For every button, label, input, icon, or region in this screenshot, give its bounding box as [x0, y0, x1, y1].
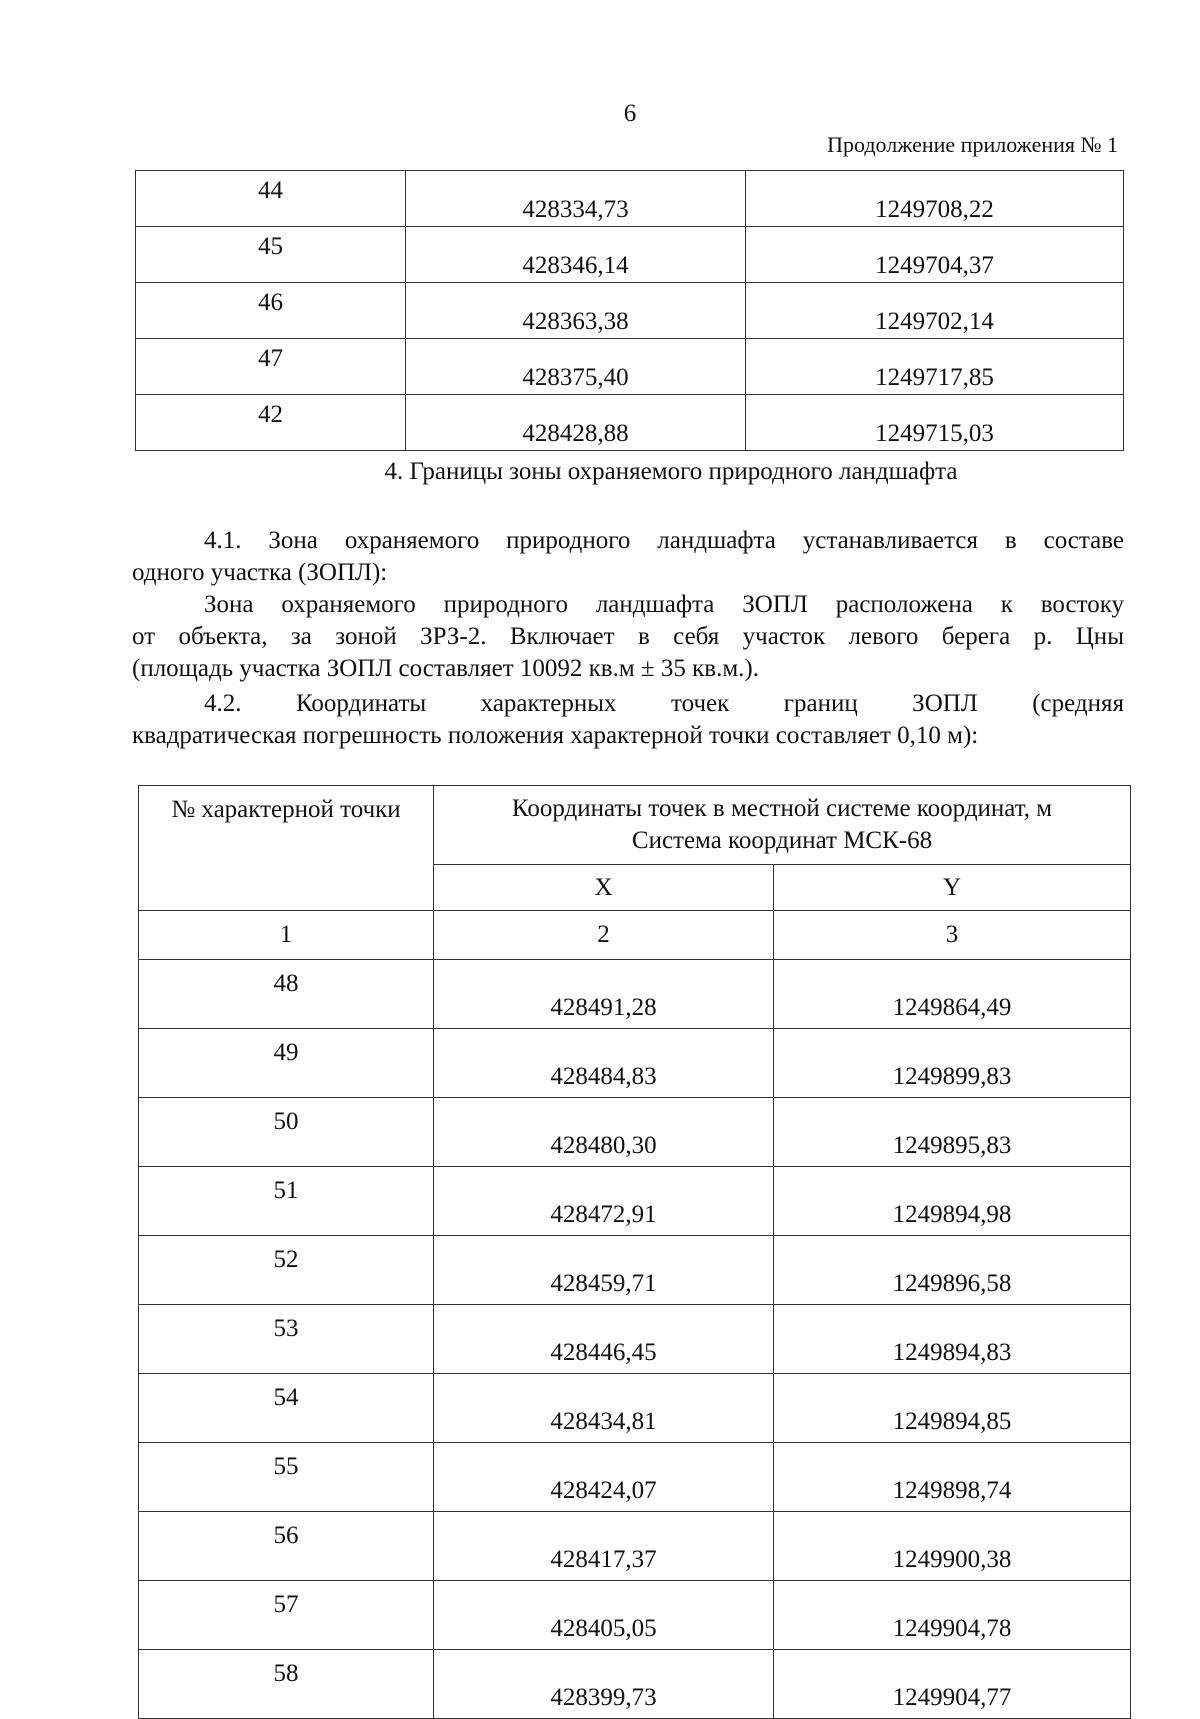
- paragraph-zopl-line-1: Зона охраняемого природного ландшафта ЗОПЛ расположена к востоку: [204, 591, 1124, 618]
- y-coordinate-cell: 1249717,85: [746, 339, 1124, 395]
- y-coordinate-cell: 1249894,85: [774, 1374, 1131, 1443]
- y-coordinate-cell: 1249904,77: [774, 1650, 1131, 1719]
- point-number-cell: 53: [139, 1305, 434, 1374]
- x-coordinate-cell: 428459,71: [434, 1236, 774, 1305]
- coordinates-table-body: [136, 171, 1124, 451]
- x-coordinate-cell: 428434,81: [434, 1374, 774, 1443]
- x-coordinate-cell: 428375,40: [406, 339, 746, 395]
- table-header: [139, 786, 1131, 960]
- x-coordinate-cell: 428363,38: [406, 283, 746, 339]
- table-row: [139, 1374, 1131, 1443]
- x-coordinate-cell: 428484,83: [434, 1029, 774, 1098]
- x-coordinate-cell: 428472,91: [434, 1167, 774, 1236]
- y-coordinate-cell: 1249894,98: [774, 1167, 1131, 1236]
- table-row: [139, 1098, 1131, 1167]
- y-coordinate-cell: 1249704,37: [746, 227, 1124, 283]
- paragraph-4-1-line-2: одного участка (ЗОПЛ):: [132, 559, 388, 586]
- y-coordinate-cell: 1249702,14: [746, 283, 1124, 339]
- x-coordinate-cell: 428399,73: [434, 1650, 774, 1719]
- paragraph-4-2-line-1: 4.2. Координаты характерных точек границ ЗОПЛ (средняя: [204, 690, 1124, 717]
- y-coordinate-cell: 1249895,83: [774, 1098, 1131, 1167]
- coordinates-table-continued: [135, 170, 1124, 451]
- paragraph-4-1-line-1: 4.1. Зона охраняемого природного ландшафта устанавливается в составе: [204, 527, 1124, 554]
- x-coordinate-cell: 428417,37: [434, 1512, 774, 1581]
- point-number-cell: 42: [136, 395, 406, 451]
- y-coordinate-cell: 1249898,74: [774, 1443, 1131, 1512]
- x-coordinate-cell: 428405,05: [434, 1581, 774, 1650]
- table-row: [139, 1305, 1131, 1374]
- table-row: [139, 1029, 1131, 1098]
- point-number-cell: 48: [139, 960, 434, 1029]
- y-coordinate-cell: 1249899,83: [774, 1029, 1131, 1098]
- section-heading: 4. Границы зоны охраняемого природного ландшафта: [384, 458, 958, 485]
- y-coordinate-cell: 1249904,78: [774, 1581, 1131, 1650]
- point-number-cell: 44: [136, 171, 406, 227]
- paragraph-zopl-line-3: (площадь участка ЗОПЛ составляет 10092 кв.м ± 35 кв.м.).: [132, 655, 759, 682]
- table-row: [139, 1512, 1131, 1581]
- point-number-cell: 57: [139, 1581, 434, 1650]
- y-coordinate-cell: 1249715,03: [746, 395, 1124, 451]
- point-number-cell: 49: [139, 1029, 434, 1098]
- point-number-cell: 58: [139, 1650, 434, 1719]
- y-coordinate-cell: 1249708,22: [746, 171, 1124, 227]
- y-coordinate-cell: 1249864,49: [774, 960, 1131, 1029]
- table-row: [139, 1650, 1131, 1719]
- header-coordinates-line-1: Координаты точек в местной системе координат, м: [511, 795, 1053, 822]
- point-number-cell: 47: [136, 339, 406, 395]
- header-x: X: [434, 865, 774, 911]
- x-coordinate-cell: 428491,28: [434, 960, 774, 1029]
- appendix-label: Продолжение приложения № 1: [827, 132, 1118, 157]
- point-number-cell: 54: [139, 1374, 434, 1443]
- table-row: [136, 339, 1124, 395]
- table-body: [139, 960, 1131, 1719]
- table-row: [139, 1236, 1131, 1305]
- y-coordinate-cell: 1249900,38: [774, 1512, 1131, 1581]
- table-row: [139, 1443, 1131, 1512]
- point-number-cell: 50: [139, 1098, 434, 1167]
- paragraph-4-2-line-2: квадратическая погрешность положения характерной точки составляет 0,10 м):: [132, 722, 979, 749]
- x-coordinate-cell: 428424,07: [434, 1443, 774, 1512]
- zopl-coordinates-table: [138, 785, 1131, 1719]
- table-row: [136, 395, 1124, 451]
- point-number-cell: 51: [139, 1167, 434, 1236]
- header-coordinates-line-2: Система координат МСК-68: [631, 827, 933, 854]
- column-number-2: 2: [434, 911, 774, 960]
- x-coordinate-cell: 428428,88: [406, 395, 746, 451]
- paragraph-zopl-line-2: от объекта, за зоной ЗРЗ-2. Включает в себя участок левого берега р. Цны: [132, 623, 1124, 650]
- point-number-cell: 55: [139, 1443, 434, 1512]
- page-number: 6: [623, 100, 637, 127]
- x-coordinate-cell: 428480,30: [434, 1098, 774, 1167]
- table-row: [136, 227, 1124, 283]
- point-number-cell: 46: [136, 283, 406, 339]
- header-y: Y: [774, 865, 1131, 911]
- table-row: [139, 1581, 1131, 1650]
- x-coordinate-cell: 428334,73: [406, 171, 746, 227]
- table-row: [136, 283, 1124, 339]
- column-number-1: 1: [139, 911, 434, 960]
- header-point-number: № характерной точки: [139, 786, 434, 911]
- column-number-3: 3: [774, 911, 1131, 960]
- table-row: [136, 171, 1124, 227]
- point-number-cell: 52: [139, 1236, 434, 1305]
- x-coordinate-cell: 428346,14: [406, 227, 746, 283]
- y-coordinate-cell: 1249896,58: [774, 1236, 1131, 1305]
- point-number-cell: 45: [136, 227, 406, 283]
- point-number-cell: 56: [139, 1512, 434, 1581]
- table-row: [139, 960, 1131, 1029]
- table-row: [139, 1167, 1131, 1236]
- header-coordinates: [434, 786, 1131, 865]
- y-coordinate-cell: 1249894,83: [774, 1305, 1131, 1374]
- x-coordinate-cell: 428446,45: [434, 1305, 774, 1374]
